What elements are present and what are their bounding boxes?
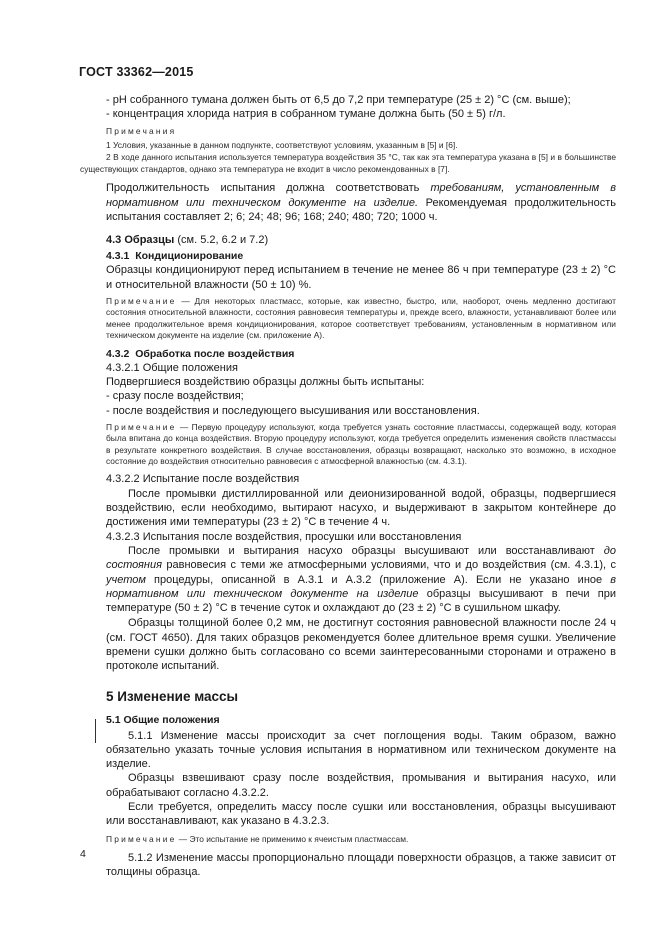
section-5-heading: 5 Изменение массы [106,688,239,704]
section-4-3-2-heading [106,347,616,361]
section-5-1-1-note-text: — Это испытание не применимо к ячеистым пластмассам. [176,833,409,844]
note-label: Примечание [106,421,177,432]
section-5-1-1-text-2: Образцы взвешивают сразу после воздействия, промывания и вытирания насухо, или обрабатывают согласно 4.3.2.2. [106,772,616,799]
section-4-3-1-number: 4.3.1 [106,250,130,263]
section-4-3-2-3-text [106,544,616,615]
section-4-3-1-note-text: — Для некоторых пластмасс, которые, как известно, быстро, или, наоборот, очень медленно достигают состояния относительной влажности, состояния равновесия температуры и, прежде всего, влажности, устанавливают более или менее продолжительное время кондиционирования, которое соответствует требованиям, установленным в нормативном или техническом документе на изделие (см. приложение А). [106,296,616,341]
change-bar [95,719,96,743]
section-4-3-2-1-text: Подвергшиеся воздействию образцы должны быть испытаны: [106,375,425,388]
text-run: образцы высушивают в печи при температуре (50 ± 2) °С в течение суток и охлаждают до (23 ± 2) °С в сушильном шкафу. [106,587,616,615]
duration-paragraph [106,181,616,224]
list-item-immediately: - сразу после воздействия; [106,390,244,403]
section-4-3-heading [106,233,616,247]
section-4-3-1-heading [106,249,616,263]
section-4-3-2-3-heading: 4.3.2.3 Испытания после воздействия, просушки или восстановления [106,530,462,543]
text-run-italic: в нормативном или техническом документе на изделие [106,573,616,600]
text-run: равновесия с теми же атмосферными условиями, что и до воздействия (см. 4.3.1), с [161,559,616,572]
section-4-3-2-1-heading: 4.3.2.1 Общие положения [106,361,238,374]
duration-text-italic: требованиям, установленным в нормативном или техническом документе на изделие. [106,182,616,209]
duration-text-start: Продолжительность испытания должна соответствовать [106,182,431,195]
section-5-1-1-note [106,834,616,845]
note-label: Примечание [106,833,177,844]
section-4-3-2-1-note-text: — Первую процедуру используют, когда требуется узнать состояние пластмассы, содержащей воду, которая была впитана до конца воздействия. Вторую процедуру используют, когда требуется определить изменения свойств пластмассы в результате конкретного воздействия. В случае восстановления, образцы возвращают, насколько это возможно, в исходное состояние до воздействия относительно равновесия с атмосферной влажностью (см. 4.3.1). [106,421,616,467]
section-5-1-1-text: 5.1.1 Изменение массы происходит за счет поглощения воды. Таким образом, важно обязательно указать точные условия испытания в нормативном или техническом документе на изделие. [106,729,616,771]
text-run: процедуры, описанной в А.3.1 и А.3.2 (приложение А). Если не указано иное [145,573,611,586]
section-4-3-ref: (см. 5.2, 6.2 и 7.2) [174,234,269,247]
list-item-after-drying: - после воздействия и последующего высушивания или восстановления. [106,404,480,417]
page-number: 4 [80,848,86,860]
section-4-3-1-title: Кондиционирование [135,250,244,263]
section-4-3-2-2-text: После промывки дистиллированной или деионизированной водой, образцы, подвергшиеся воздействию, если необходимо, вытирают насухо, и выдерживают в закрытом контейнере до достижения ими температуры (23 ± 2) °С в течение 4 ч. [106,487,616,529]
section-4-3-2-title: Обработка после воздействия [135,347,295,360]
text-run-italic: учетом [106,573,146,586]
text-run-italic: до состояния [106,544,616,572]
section-5-1-heading: 5.1 Общие положения [106,713,220,726]
text-run: После промывки и вытирания насухо образцы высушивают или восстанавливают [128,544,604,557]
section-4-3-2-1-note [106,422,616,468]
notes-title: Примечания [106,125,177,136]
document-body [80,93,616,880]
note-label: Примечание [106,296,177,306]
section-4-3-1-text: Образцы кондиционируют перед испытанием в течение не менее 86 ч при температуре (23 ± 2) °С и относительной влажности (50 ± 10) %. [106,264,616,291]
note-2: 2 В ходе данного испытания используется температура воздействия 35 °С, так как эта температура указана в [5] и в большинстве существующих стандартов, однако эта температура не входит в число рекомендованных в [7]. [80,152,616,174]
section-5-1-1-text-3: Если требуется, определить массу после сушки или восстановления, образцы высушивают или восстанавливают, как указано в 4.3.2.3. [106,801,616,828]
section-4-3-2-2-heading: 4.3.2.2 Испытание после воздействия [106,473,300,486]
section-5-1-2-text: 5.1.2 Изменение массы пропорционально площади поверхности образцов, а также зависит от толщины образца. [106,852,616,879]
section-4-3-title: Образцы [124,234,175,247]
note-1: 1 Условия, указанные в данном подпункте, соответствуют условиям, указанным в [5] и [6]. [106,140,458,150]
section-4-3-2-number: 4.3.2 [106,347,130,360]
list-item-ph: - pH собранного тумана должен быть от 6,5 до 7,2 при температуре (25 ± 2) °С (см. выше); [106,94,571,106]
list-item-nacl: - концентрация хлорида натрия в собранном тумане должна быть (50 ± 5) г/л. [106,108,506,121]
section-4-3-number: 4.3 [106,234,122,247]
section-4-3-2-3-text-2: Образцы толщиной более 0,2 мм, не достигнут состояния равновесной влажности после 24 ч (см. ГОСТ 4650). Для таких образцов рекомендуется более длительное время сушки. Увеличение времени сушки должно быть согласовано со всеми заинтересованными сторонами и отражено в протоколе испытаний. [106,617,616,673]
section-4-3-1-note [106,296,616,342]
document-code-header: ГОСТ 33362—2015 [79,65,194,79]
duration-text-end: Рекомендуемая продолжительность испытания составляет 2; 6; 24; 48; 96; 168; 240; 480; 720; 1000 ч. [106,196,616,223]
